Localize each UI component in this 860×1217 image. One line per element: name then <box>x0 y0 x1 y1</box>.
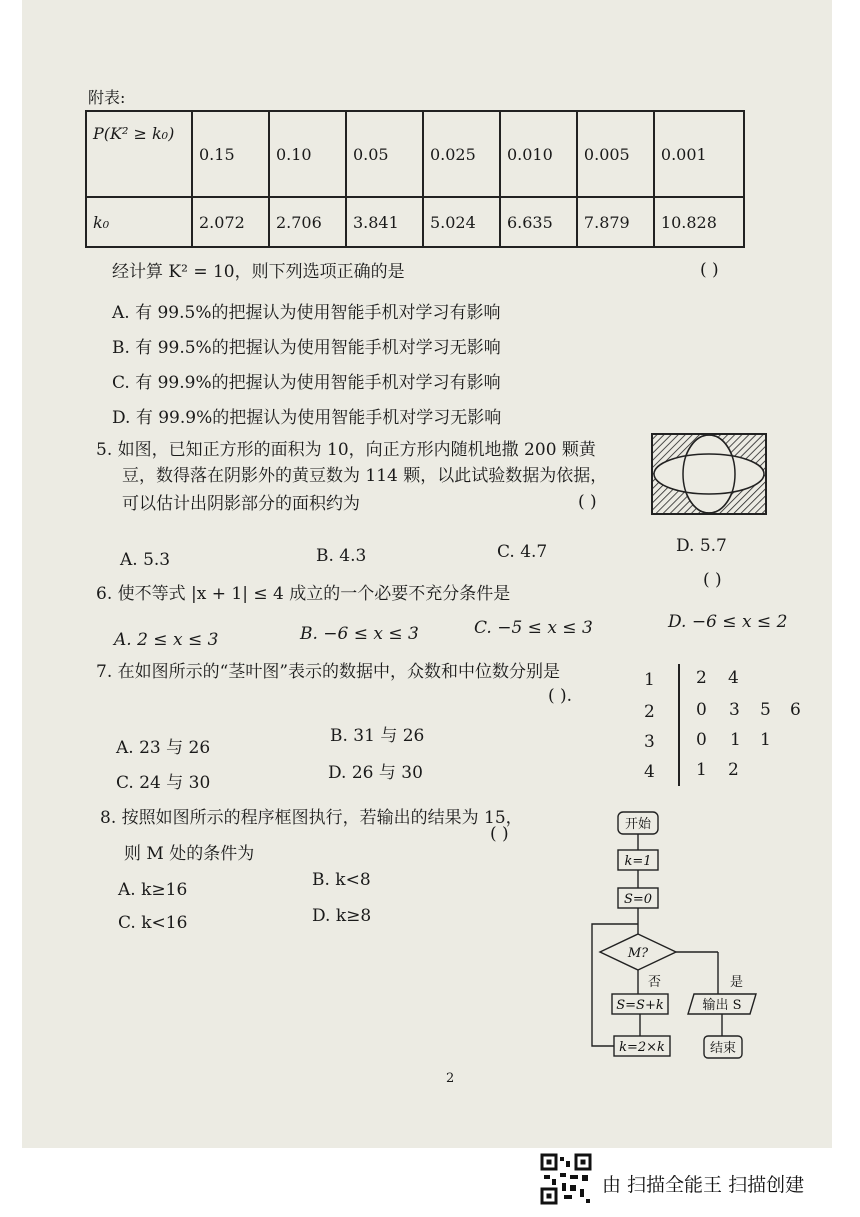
table-cell: 0.10 <box>269 111 346 197</box>
q7-option-d: D. 26 与 30 <box>328 763 423 783</box>
q8-bracket: ( ) <box>490 824 509 844</box>
q5-line1: 5. 如图，已知正方形的面积为 10，向正方形内随机地撒 200 颗黄 <box>96 440 596 460</box>
q7-option-c: C. 24 与 30 <box>116 773 211 793</box>
q8-option-d: D. k≥8 <box>312 906 372 926</box>
q4-option-b: B. 有 99.5%的把握认为使用智能手机对学习无影响 <box>112 338 501 358</box>
appendix-label: 附表: <box>88 88 126 107</box>
table-cell: 5.024 <box>423 197 500 247</box>
leaf-value: 3 <box>729 700 740 720</box>
table-cell: 2.706 <box>269 197 346 247</box>
leaf-value: 0 <box>696 730 707 750</box>
q8-stem: 8. 按照如图所示的程序框图执行，若输出的结果为 15， <box>100 808 523 828</box>
stem-leaf-divider <box>678 664 680 786</box>
stem-value: 3 <box>644 732 655 752</box>
q7-option-a: A. 23 与 26 <box>116 738 211 758</box>
table-row2-header: k₀ <box>86 197 192 247</box>
stem-value: 2 <box>644 702 655 722</box>
q5-option-a: A. 5.3 <box>120 550 171 570</box>
q5-option-b: B. 4.3 <box>316 546 367 566</box>
stem-value: 4 <box>644 762 655 782</box>
flow-yes-label: 是 <box>730 975 744 990</box>
scanner-watermark-text: 由 扫描全能王 扫描创建 <box>602 1174 805 1196</box>
shaded-square-figure <box>651 433 767 515</box>
q4-option-a: A. 有 99.5%的把握认为使用智能手机对学习有影响 <box>112 303 501 323</box>
q6-option-d: D. −6 ≤ x ≤ 2 <box>668 612 788 632</box>
table-cell: 0.15 <box>192 111 269 197</box>
q5-bracket: ( ) <box>578 492 597 512</box>
flow-update-s-label: S=S+k <box>616 998 664 1013</box>
table-cell: 6.635 <box>500 197 577 247</box>
leaf-value: 4 <box>728 668 739 688</box>
q6-option-b: B. −6 ≤ x ≤ 3 <box>300 624 419 644</box>
flow-condition-label: M? <box>627 946 649 961</box>
leaf-value: 2 <box>728 760 739 780</box>
table-cell: 10.828 <box>654 197 744 247</box>
critical-value-table <box>85 110 745 248</box>
q6-option-c: C. −5 ≤ x ≤ 3 <box>474 618 593 638</box>
leaf-value: 2 <box>696 668 707 688</box>
q8-line2: 则 M 处的条件为 <box>124 844 255 864</box>
flow-end-label: 结束 <box>709 1041 737 1056</box>
q8-option-a: A. k≥16 <box>118 880 188 900</box>
flow-init-k-label: k=1 <box>624 854 652 869</box>
q8-option-c: C. k<16 <box>118 913 188 933</box>
flow-start-label: 开始 <box>624 817 652 832</box>
q4-option-d: D. 有 99.9%的把握认为使用智能手机对学习无影响 <box>112 408 502 428</box>
q7-stem: 7. 在如图所示的“茎叶图”表示的数据中，众数和中位数分别是 <box>96 662 561 682</box>
flow-output-label: 输出 S <box>702 998 742 1013</box>
table-row1-header: P(K² ≥ k₀) <box>86 111 192 197</box>
program-flowchart <box>580 810 770 1066</box>
q6-option-a: A. 2 ≤ x ≤ 3 <box>114 630 219 650</box>
table-cell: 3.841 <box>346 197 423 247</box>
table-cell: 0.025 <box>423 111 500 197</box>
stem-value: 1 <box>644 670 655 690</box>
q4-option-c: C. 有 99.9%的把握认为使用智能手机对学习有影响 <box>112 373 501 393</box>
q5-option-d: D. 5.7 <box>676 536 727 556</box>
leaf-value: 0 <box>696 700 707 720</box>
leaf-value: 6 <box>790 700 801 720</box>
leaf-value: 5 <box>760 700 771 720</box>
table-cell: 0.001 <box>654 111 744 197</box>
flow-init-s-label: S=0 <box>623 892 653 907</box>
qr-code-icon <box>540 1153 592 1205</box>
q4-bracket: ( ) <box>700 260 719 280</box>
table-cell: 0.010 <box>500 111 577 197</box>
q5-line2: 豆，数得落在阴影外的黄豆数为 114 颗，以此试验数据为依据， <box>122 466 608 486</box>
q4-stem: 经计算 K² = 10，则下列选项正确的是 <box>112 262 405 282</box>
leaf-value: 1 <box>696 760 707 780</box>
q5-option-c: C. 4.7 <box>497 542 548 562</box>
table-cell: 2.072 <box>192 197 269 247</box>
q6-stem: 6. 使不等式 |x + 1| ≤ 4 成立的一个必要不充分条件是 <box>96 584 511 604</box>
q7-option-b: B. 31 与 26 <box>330 726 425 746</box>
flow-update-k-label: k=2×k <box>619 1040 665 1055</box>
table-cell: 0.05 <box>346 111 423 197</box>
flow-no-label: 否 <box>648 975 662 990</box>
q8-option-b: B. k<8 <box>312 870 371 890</box>
leaf-value: 1 <box>760 730 771 750</box>
q5-line3: 可以估计出阴影部分的面积约为 <box>122 494 360 514</box>
leaf-value: 1 <box>730 730 741 750</box>
table-cell: 0.005 <box>577 111 654 197</box>
page-number: 2 <box>446 1071 455 1086</box>
table-cell: 7.879 <box>577 197 654 247</box>
q6-bracket: ( ) <box>703 570 722 590</box>
q7-bracket: ( ). <box>548 686 573 706</box>
